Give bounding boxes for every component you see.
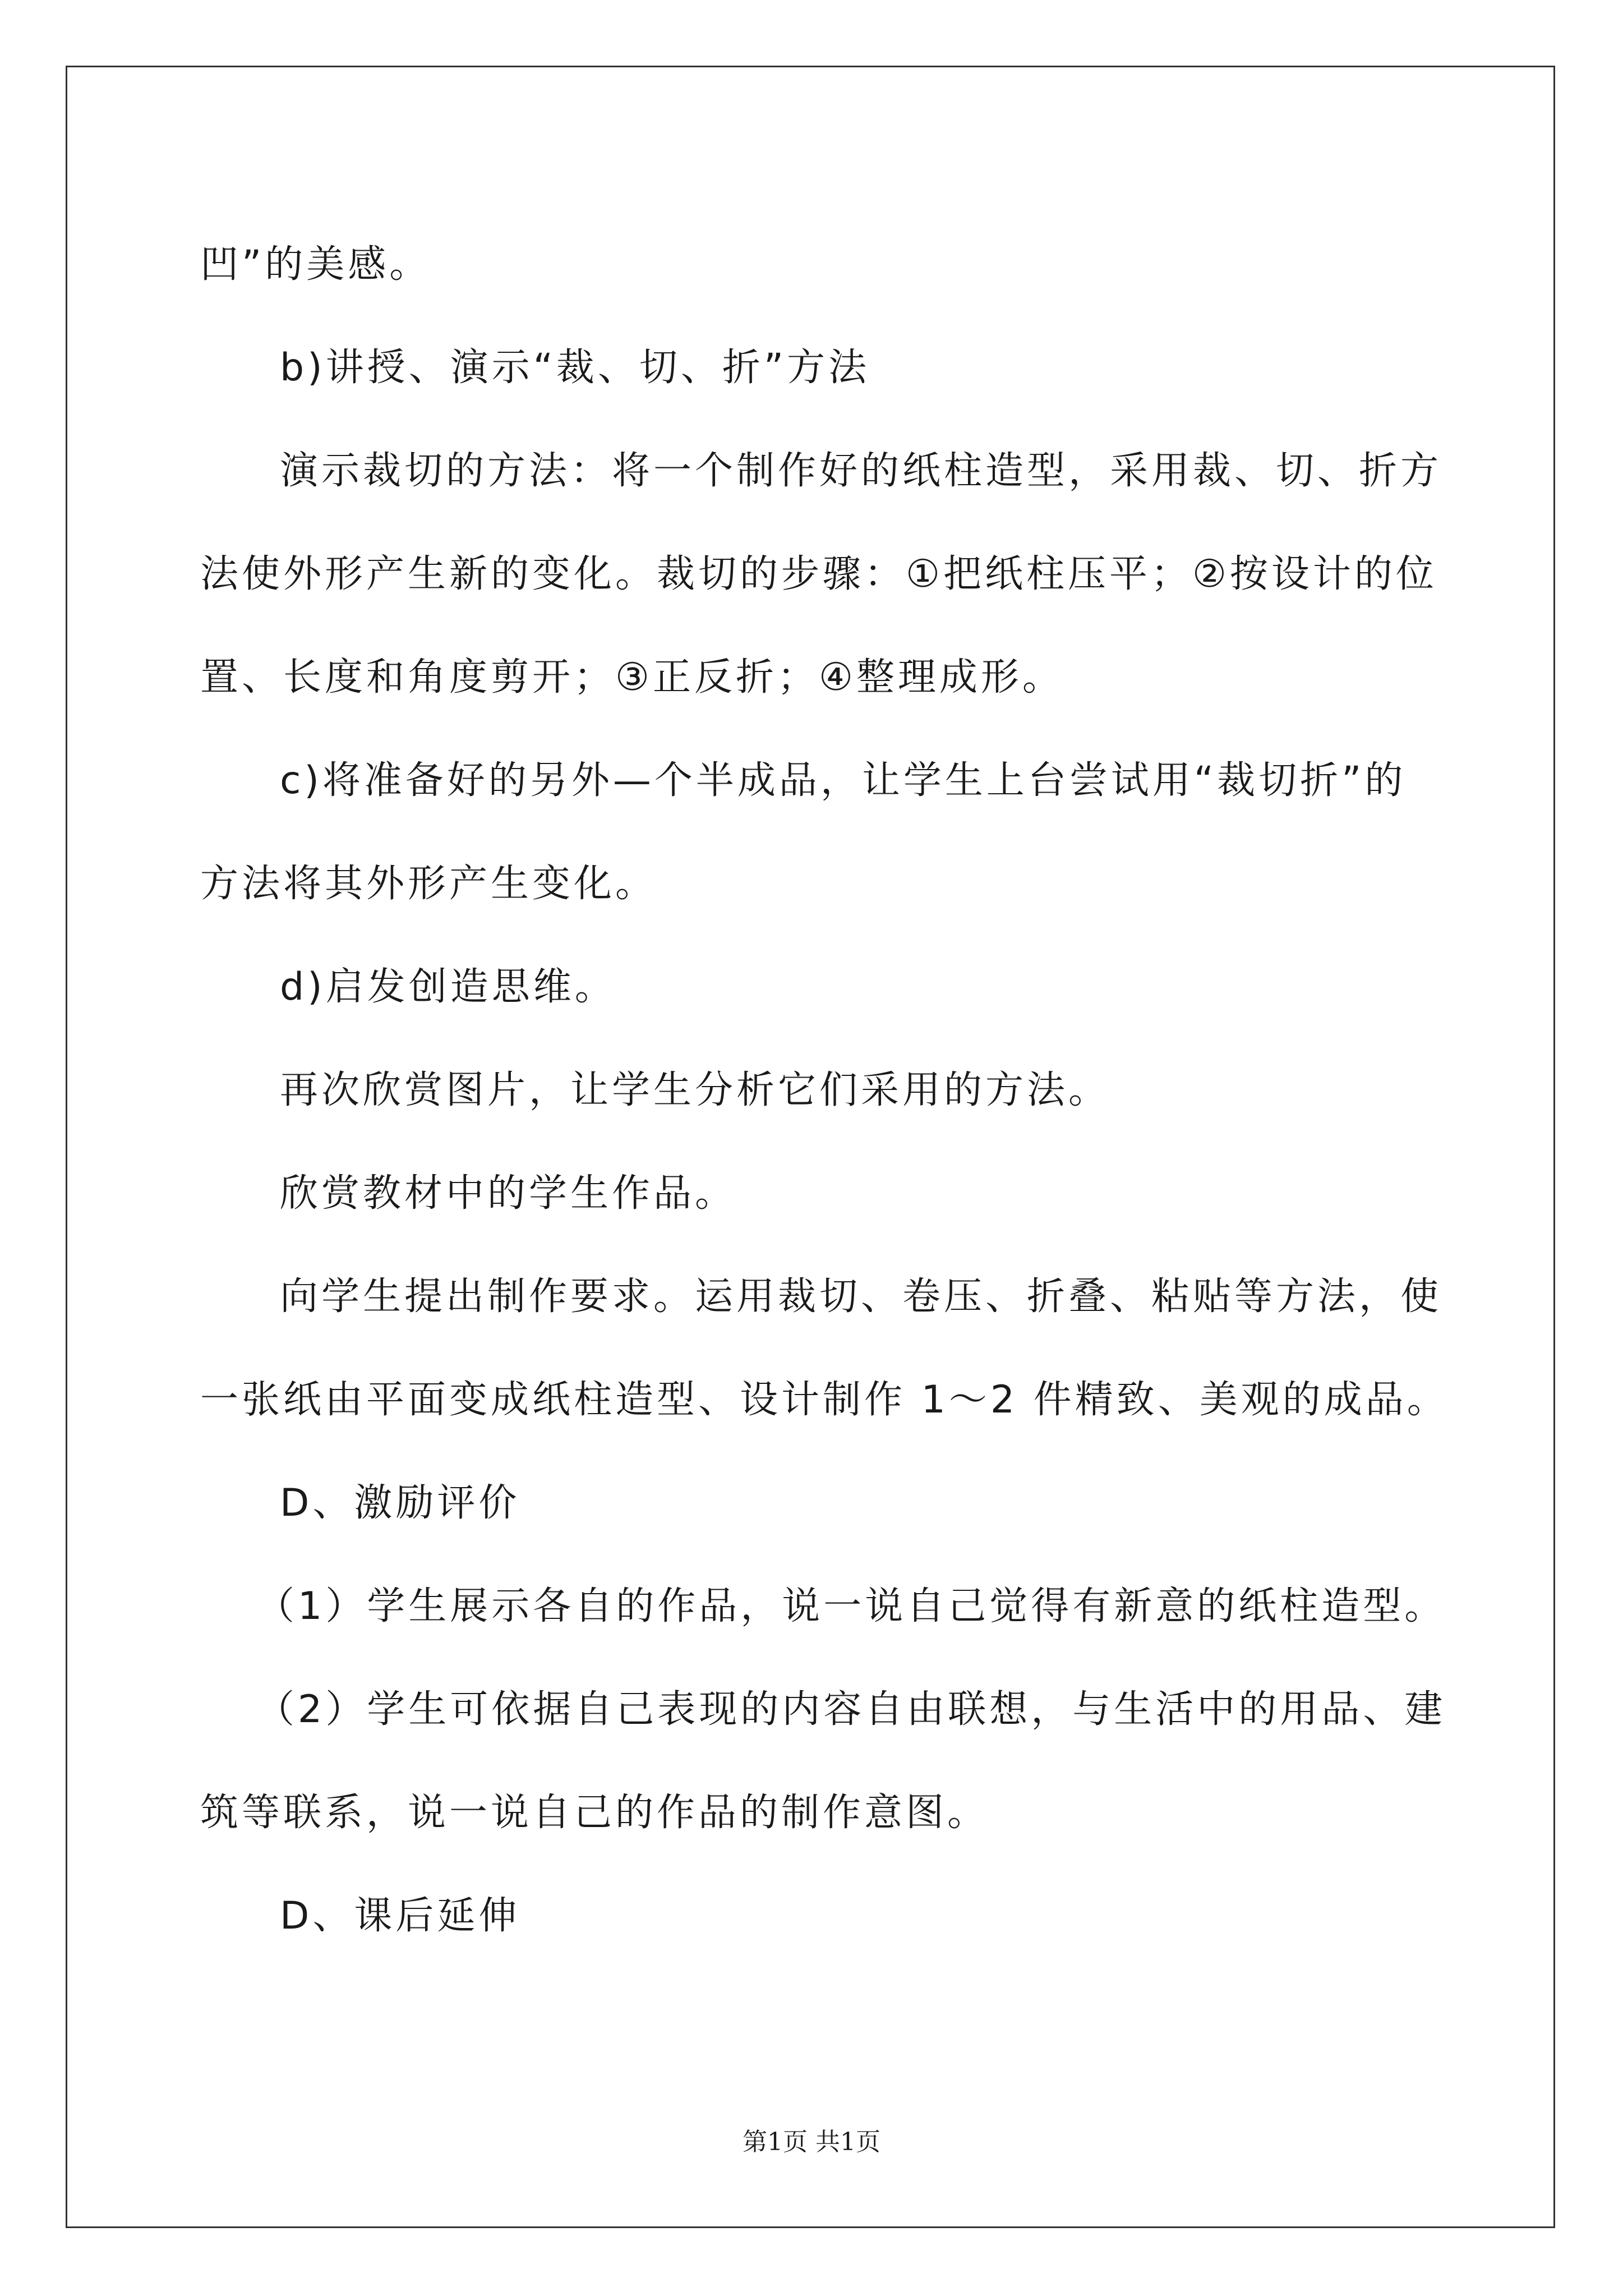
paragraph-line: d)启发创造思维。 <box>280 965 616 1009</box>
paragraph-line: 演示裁切的方法：将一个制作好的纸柱造型，采用裁、切、折方 <box>280 449 1442 493</box>
paragraph-line: 凹”的美感。 <box>200 242 431 287</box>
paragraph-line: （2）学生可依据自己表现的内容自由联想，与生活中的用品、建 <box>256 1687 1446 1732</box>
paragraph-line: 筑等联系，说一说自己的作品的制作意图。 <box>200 1791 989 1835</box>
paragraph-line: 一张纸由平面变成纸柱造型、设计制作 1～2 件精致、美观的成品。 <box>200 1378 1449 1422</box>
paragraph-line: b)讲授、演示“裁、切、折”方法 <box>280 346 870 390</box>
page-footer: 第1页 共1页 <box>743 2128 880 2156</box>
paragraph-line: （1）学生展示各自的作品，说一说自己觉得有新意的纸柱造型。 <box>256 1584 1446 1628</box>
paragraph-line: D、课后延伸 <box>280 1894 520 1938</box>
paragraph-line: 法使外形产生新的变化。裁切的步骤：①把纸柱压平；②按设计的位 <box>200 552 1437 596</box>
paragraph-line: D、激励评价 <box>280 1481 520 1525</box>
paragraph-line: 方法将其外形产生变化。 <box>200 862 657 906</box>
paragraph-line: 再次欣赏图片，让学生分析它们采用的方法。 <box>280 1068 1110 1112</box>
paragraph-line: 置、长度和角度剪开；③正反折；④整理成形。 <box>200 655 1064 700</box>
paragraph-line: 欣赏教材中的学生作品。 <box>280 1171 737 1216</box>
paragraph-line: 向学生提出制作要求。运用裁切、卷压、折叠、粘贴等方法，使 <box>280 1274 1442 1319</box>
paragraph-line: c)将准备好的另外—个半成品，让学生上台尝试用“裁切折”的 <box>280 758 1407 803</box>
